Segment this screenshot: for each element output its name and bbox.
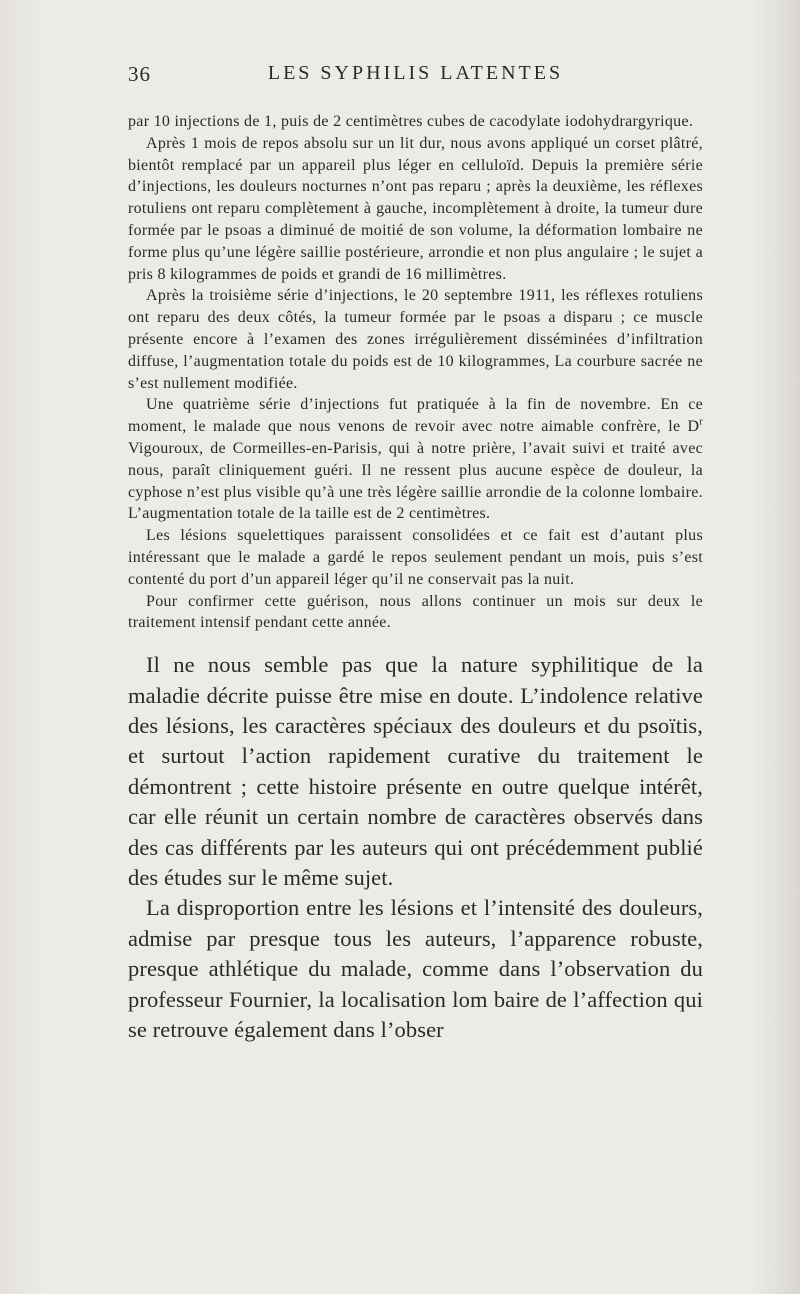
large-print-section <box>128 650 703 1045</box>
paragraph: La disproportion entre les lésions et l’intensité des douleurs, admise par presque tous les auteurs, l’apparence robuste, presque athlétique du malade, comme dans l’observation du professeur Fournier, la localisation lom baire de l’affection qui se retrouve également dans l’obser <box>128 895 703 1042</box>
page-header <box>128 62 703 92</box>
paragraph: par 10 injections de 1, puis de 2 centimètres cubes de cacodylate iodohydrargyrique. <box>128 113 694 130</box>
paragraph <box>128 394 703 525</box>
small-print-section <box>128 111 703 634</box>
paragraph: Pour confirmer cette guérison, nous allons continuer un mois sur deux le traitement intensif pendant cette année. <box>128 592 703 632</box>
paragraph: Après 1 mois de repos absolu sur un lit dur, nous avons appliqué un corset plâtré, bientôt remplacé par un appareil plus léger en celluloïd. Depuis la première série d’injections, les douleurs nocturnes n’ont pas reparu ; après la deuxième, les réflexes rotuliens ont reparu complètement à gauche, incomplètement à droite, la tumeur dure formée par le psoas a diminué de moitié de son volume, la déformation lombaire ne forme plus qu’une légère saillie postérieure, arrondie et non plus angulaire ; le sujet a pris 8 kilogrammes de poids et grandi de 16 millimètres. <box>128 134 703 283</box>
paragraph: Après la troisième série d’injections, le 20 septembre 1911, les réflexes rotuliens ont reparu des deux côtés, la tumeur formée par le psoas a disparu ; ce muscle présente encore à l’examen des zones irrégulièrement disséminées d’infiltration diffuse, l’augmentation totale du poids est de 10 kilogrammes, La courbure sacrée ne s’est nullement modifiée. <box>128 287 703 392</box>
paragraph: Les lésions squelettiques paraissent consolidées et ce fait est d’autant plus intéressant que le malade a gardé le repos seulement pendant un mois, puis s’est contenté du port d’un appareil léger qu’il ne conservait pas la nuit. <box>128 527 703 588</box>
superscript: r <box>699 416 703 428</box>
paragraph-text: Une quatrième série d’injections fut pratiquée à la fin de novembre. En ce moment, le malade que nous venons de revoir avec notre aimable confrère, le D <box>128 396 703 436</box>
paragraph: Il ne nous semble pas que la nature syphilitique de la maladie décrite puisse être mise en doute. L’indolence relative des lésions, les caractères spéciaux des douleurs et du psoïtis, et surtout l’action rapidement curative du traitement le démontrent ; cette histoire présente en outre quelque intérêt, car elle réunit un certain nombre de caractères observés dans des cas différents par les auteurs qui ont précédemment publié des études sur le même sujet. <box>128 652 703 890</box>
paragraph-text: Vigouroux, de Cormeilles-en-Parisis, qui à notre prière, l’avait suivi et traité avec nous, paraît cliniquement guéri. Il ne ressent plus aucune espèce de douleur, la cyphose n’est plus visible qu’à une très légère saillie arrondie de la colonne lombaire. L’augmentation totale de la taille est de 2 centimètres. <box>128 439 703 523</box>
body-text <box>128 111 703 1045</box>
page-number: 36 <box>128 62 151 86</box>
running-title: LES SYPHILIS LATENTES <box>267 62 564 84</box>
